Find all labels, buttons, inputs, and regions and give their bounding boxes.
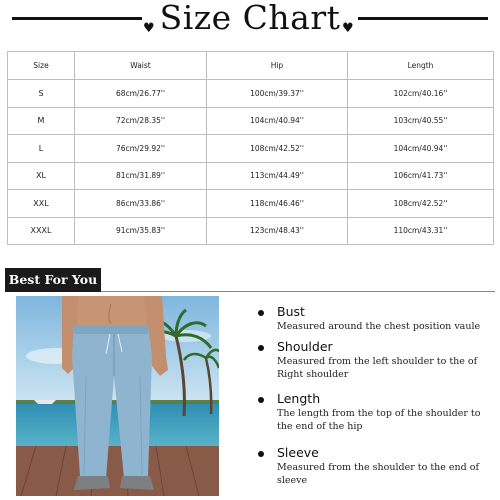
size-cell: XXXL xyxy=(8,217,75,245)
banner-divider xyxy=(101,291,495,292)
dot-icon xyxy=(258,310,264,316)
feature-title: Shoulder xyxy=(277,339,333,354)
table-row xyxy=(8,162,494,190)
length-cell: 102cm/40.16'' xyxy=(348,80,494,108)
length-cell: 103cm/40.55'' xyxy=(348,107,494,135)
feature-desc: Measured from the shoulder to the end of sleeve xyxy=(277,462,480,486)
feature-shoulder xyxy=(258,339,498,381)
length-cell: 106cm/41.73'' xyxy=(348,162,494,190)
table-row xyxy=(8,80,494,108)
waist-cell: 91cm/35.83'' xyxy=(75,217,207,245)
hip-cell: 108cm/42.52'' xyxy=(207,135,348,163)
dot-icon xyxy=(258,397,264,403)
feature-desc: Measured around the chest position vaule xyxy=(277,321,481,332)
feature-length xyxy=(258,391,498,433)
length-cell: 110cm/43.31'' xyxy=(348,217,494,245)
hip-cell: 113cm/44.49'' xyxy=(207,162,348,190)
feature-desc: The length from the top of the shoulder to the end of the hip xyxy=(277,408,481,432)
header-rule-right xyxy=(358,17,488,20)
length-cell: 108cm/42.52'' xyxy=(348,190,494,218)
table-row xyxy=(8,217,494,245)
feature-title: Sleeve xyxy=(277,445,319,460)
feature-title: Length xyxy=(277,391,321,406)
waist-cell: 86cm/33.86'' xyxy=(75,190,207,218)
table-row xyxy=(8,190,494,218)
waist-cell: 72cm/28.35'' xyxy=(75,107,207,135)
page-title: Size Chart xyxy=(159,0,341,37)
hip-cell: 100cm/39.37'' xyxy=(207,80,348,108)
dot-icon xyxy=(258,451,264,457)
size-cell: L xyxy=(8,135,75,163)
best-for-you-banner: Best For You xyxy=(5,268,101,292)
product-photo xyxy=(16,296,219,496)
waist-cell: 81cm/31.89'' xyxy=(75,162,207,190)
table-row xyxy=(8,135,494,163)
size-cell: M xyxy=(8,107,75,135)
size-table xyxy=(7,51,494,245)
size-chart-header xyxy=(0,0,500,44)
column-header-waist: Waist xyxy=(75,52,207,80)
length-cell: 104cm/40.94'' xyxy=(348,135,494,163)
feature-desc: Measured from the left shoulder to the of Right shoulder xyxy=(277,356,478,380)
header-rule-left xyxy=(12,17,142,20)
feature-bust xyxy=(258,304,498,334)
size-cell: S xyxy=(8,80,75,108)
hip-cell: 123cm/48.43'' xyxy=(207,217,348,245)
waist-cell: 76cm/29.92'' xyxy=(75,135,207,163)
feature-title: Bust xyxy=(277,304,305,319)
hip-cell: 104cm/40.94'' xyxy=(207,107,348,135)
column-header-length: Length xyxy=(348,52,494,80)
column-header-hip: Hip xyxy=(207,52,348,80)
hip-cell: 118cm/46.46'' xyxy=(207,190,348,218)
feature-sleeve xyxy=(258,445,498,487)
table-header-row xyxy=(8,52,494,80)
model-beach-illustration xyxy=(16,296,219,496)
heart-icon: ♥ xyxy=(143,21,155,36)
dot-icon xyxy=(258,345,264,351)
size-cell: XL xyxy=(8,162,75,190)
heart-icon: ♥ xyxy=(342,21,354,36)
table-row xyxy=(8,107,494,135)
column-header-size: Size xyxy=(8,52,75,80)
waist-cell: 68cm/26.77'' xyxy=(75,80,207,108)
size-cell: XXL xyxy=(8,190,75,218)
